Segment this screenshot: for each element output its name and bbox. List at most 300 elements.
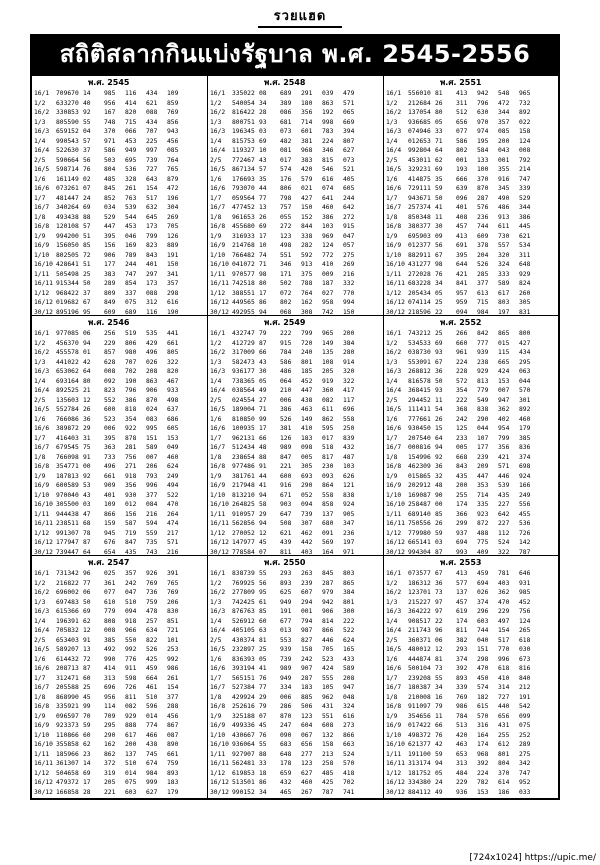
two-digit: 76 — [259, 731, 267, 739]
back-three-a: 287 — [322, 579, 334, 587]
draw-row — [210, 175, 381, 185]
draw-date: 16/3 — [210, 608, 226, 615]
two-digit: 76 — [435, 270, 443, 278]
front-three-b: 164 — [477, 731, 489, 739]
draw-date: 16/4 — [34, 147, 50, 154]
front-three-b: 782 — [477, 779, 489, 786]
draw-date: 1/7 — [386, 674, 398, 682]
first-prize: 742425 — [232, 598, 255, 606]
two-digit: 78 — [83, 529, 91, 537]
front-three-a: 229 — [104, 339, 116, 347]
front-three-b: 930 — [125, 491, 137, 499]
draw-date: 16/9 — [386, 482, 402, 489]
first-prize: 041072 — [232, 261, 255, 268]
first-prize: 137054 — [408, 109, 431, 116]
draw-date: 16/11 — [386, 520, 405, 527]
two-digit: 72 — [83, 655, 91, 663]
back-three-a: 197 — [498, 308, 510, 316]
draw-date: 16/8 — [386, 703, 402, 710]
back-three-b: 856 — [167, 118, 179, 126]
draw-row — [386, 222, 556, 232]
back-three-a: 200 — [498, 137, 510, 145]
back-three-a: 362 — [498, 406, 510, 413]
front-three-b: 263 — [301, 570, 313, 577]
draw-row — [386, 481, 556, 491]
back-three-a: 517 — [498, 636, 510, 644]
two-digit: 40 — [83, 99, 91, 107]
draw-row — [34, 693, 205, 703]
front-three-a: 804 — [104, 166, 116, 173]
draw-date: 1/10 — [386, 491, 402, 499]
back-three-a: 548 — [498, 90, 510, 97]
back-three-b: 705 — [167, 223, 179, 230]
front-three-a: 200 — [456, 482, 468, 489]
front-three-b: 918 — [125, 472, 137, 480]
draw-date: 1/9 — [210, 712, 222, 720]
first-prize: 257374 — [408, 204, 431, 211]
back-three-a: 523 — [322, 655, 334, 663]
front-three-a: 221 — [280, 463, 292, 470]
back-three-b: 702 — [343, 779, 355, 786]
two-digit: 98 — [259, 270, 267, 278]
draw-date: 1/12 — [210, 289, 226, 297]
back-three-a: 434 — [146, 90, 158, 97]
draw-row — [386, 232, 556, 242]
first-prize: 217948 — [232, 482, 255, 489]
draw-row — [34, 279, 205, 289]
back-three-b: 787 — [519, 548, 531, 556]
draw-row — [210, 655, 381, 665]
first-prize: 441022 — [56, 358, 79, 366]
back-three-a: 866 — [322, 627, 334, 634]
back-three-b: 661 — [167, 339, 179, 347]
back-three-b: 792 — [519, 156, 531, 164]
draw-results-list — [34, 569, 205, 797]
back-three-a: 186 — [498, 788, 510, 796]
two-digit: 69 — [259, 223, 267, 230]
front-three-b: 519 — [125, 330, 137, 337]
two-digit: 32 — [435, 472, 443, 480]
draw-row — [34, 617, 205, 627]
back-three-a: 770 — [498, 646, 510, 653]
front-three-a: 733 — [104, 453, 116, 461]
front-three-a: 408 — [456, 213, 468, 221]
back-three-b: 759 — [167, 760, 179, 767]
first-prize: 444874 — [408, 655, 431, 663]
two-digit: 30 — [435, 223, 443, 230]
front-three-a: 109 — [104, 501, 116, 508]
back-three-b: 347 — [343, 520, 355, 527]
two-digit: 50 — [83, 280, 91, 287]
front-three-a: 552 — [104, 396, 116, 404]
front-three-b: 744 — [477, 223, 489, 230]
back-three-b: 341 — [167, 270, 179, 278]
front-three-b: 885 — [301, 693, 313, 701]
front-three-b: 392 — [477, 760, 489, 767]
back-three-b: 893 — [167, 769, 179, 777]
back-three-a: 612 — [498, 741, 510, 748]
back-three-b: 637 — [167, 406, 179, 413]
back-three-a: 858 — [322, 501, 334, 508]
front-three-b: 980 — [125, 349, 137, 356]
back-three-a: 024 — [146, 406, 158, 413]
first-prize: 381761 — [232, 472, 255, 480]
two-digit: 50 — [435, 377, 443, 385]
front-three-b: 169 — [125, 242, 137, 249]
back-three-a: 865 — [498, 330, 510, 337]
front-three-b: 598 — [125, 674, 137, 682]
front-three-a: 610 — [104, 598, 116, 606]
front-three-a: 845 — [104, 185, 116, 192]
draw-date: 1/12 — [386, 529, 402, 537]
two-digit: 10 — [259, 147, 267, 154]
first-prize: 264825 — [232, 501, 255, 508]
first-prize: 185966 — [56, 750, 79, 758]
two-digit: 69 — [83, 608, 91, 615]
draw-row — [386, 579, 556, 589]
back-three-b: 621 — [519, 232, 531, 240]
front-three-b: 067 — [301, 731, 313, 739]
draw-row — [210, 702, 381, 712]
two-digit: 41 — [435, 204, 443, 211]
front-three-a: 694 — [456, 539, 468, 546]
first-prize: 766098 — [56, 453, 79, 461]
draw-row — [386, 548, 556, 557]
front-three-a: 299 — [456, 520, 468, 527]
back-three-a: 906 — [146, 387, 158, 394]
draw-date: 1/6 — [34, 655, 46, 663]
draw-date: 1/9 — [34, 472, 46, 480]
front-three-b: 357 — [125, 570, 137, 577]
two-digit: 55 — [435, 674, 443, 682]
newspaper-logo: รวยแฮด — [258, 8, 342, 28]
draw-row — [34, 137, 205, 147]
first-prize: 742518 — [232, 280, 255, 287]
back-three-a: 783 — [322, 128, 334, 135]
back-three-a: 643 — [146, 175, 158, 183]
front-three-a: 656 — [456, 118, 468, 126]
front-three-b: 968 — [477, 750, 489, 758]
two-digit: 86 — [259, 299, 267, 306]
draw-row — [386, 721, 556, 731]
back-three-b: 216 — [167, 548, 179, 556]
front-three-a: 295 — [104, 722, 116, 729]
front-three-b: 174 — [477, 741, 489, 748]
back-three-a: 996 — [498, 655, 510, 663]
back-three-b: 522 — [167, 491, 179, 499]
draw-row — [386, 386, 556, 396]
two-digit: 23 — [83, 750, 91, 758]
back-three-a: 356 — [498, 444, 510, 451]
front-three-b: 592 — [301, 251, 313, 259]
draw-date: 16/9 — [386, 242, 402, 249]
back-three-b: 867 — [167, 722, 179, 729]
back-three-b: 022 — [519, 118, 531, 126]
front-three-b: 209 — [477, 463, 489, 470]
two-digit: 66 — [435, 722, 443, 729]
first-prize: 238511 — [56, 520, 79, 527]
two-digit: 36 — [435, 368, 443, 375]
draw-date: 16/11 — [386, 280, 405, 287]
back-three-b: 952 — [519, 779, 531, 786]
draw-date: 16/6 — [386, 425, 402, 432]
two-digit: 55 — [259, 570, 267, 577]
front-three-b: 838 — [477, 406, 489, 413]
year-heading: พ.ศ. 2548 — [264, 78, 306, 87]
front-three-b: 775 — [477, 539, 489, 546]
draw-row — [34, 99, 205, 109]
front-three-b: 082 — [125, 703, 137, 710]
back-three-a: 026 — [146, 358, 158, 366]
front-three-a: 008 — [104, 627, 116, 634]
draw-row — [210, 759, 381, 769]
first-prize: 504658 — [56, 769, 79, 777]
two-digit: 85 — [435, 510, 443, 518]
back-three-a: 759 — [146, 598, 158, 606]
back-three-b: 770 — [343, 289, 355, 297]
first-prize: 430667 — [232, 731, 255, 739]
front-three-a: 949 — [280, 598, 292, 606]
front-three-a: 784 — [280, 349, 292, 356]
draw-date: 30/12 — [34, 788, 53, 796]
draw-date: 1/2 — [34, 579, 46, 587]
draw-date: 16/1 — [386, 90, 402, 97]
front-three-a: 421 — [456, 270, 468, 278]
year-heading: พ.ศ. 2550 — [264, 558, 306, 567]
draw-row — [34, 462, 205, 472]
front-three-a: 159 — [104, 520, 116, 527]
back-three-b: 047 — [343, 232, 355, 240]
front-three-a: 222 — [280, 330, 292, 337]
draw-row — [210, 194, 381, 204]
draw-row — [34, 308, 205, 317]
back-three-b: 087 — [167, 731, 179, 739]
back-three-a: 664 — [146, 674, 158, 682]
draw-date: 30/12 — [386, 788, 405, 796]
front-three-a: 205 — [104, 779, 116, 786]
first-prize: 614432 — [56, 655, 79, 663]
back-three-b: 889 — [167, 242, 179, 249]
two-digit: 33 — [435, 128, 443, 135]
draw-row — [386, 270, 556, 280]
two-digit: 71 — [259, 406, 267, 413]
front-three-a: 174 — [456, 501, 468, 508]
front-three-b: 185 — [301, 368, 313, 375]
back-three-a: 845 — [322, 570, 334, 577]
back-three-b: 467 — [167, 377, 179, 385]
back-three-b: 933 — [167, 387, 179, 394]
back-three-a: 074 — [322, 185, 334, 192]
front-three-a: 286 — [280, 703, 292, 710]
two-digit: 07 — [259, 548, 267, 556]
front-three-b: 695 — [125, 156, 137, 164]
draw-date: 16/3 — [34, 368, 50, 375]
back-three-b: 150 — [343, 308, 355, 316]
two-digit: 34 — [259, 788, 267, 796]
first-prize: 455578 — [56, 349, 79, 356]
first-prize: 380377 — [408, 223, 431, 230]
draw-results-list — [386, 569, 556, 797]
back-three-b: 249 — [167, 472, 179, 480]
back-three-a: 459 — [146, 665, 158, 672]
first-prize: 977085 — [56, 330, 79, 337]
draw-date: 1/11 — [386, 510, 402, 518]
first-prize: 553091 — [408, 358, 431, 366]
first-prize: 991307 — [56, 529, 79, 537]
front-three-b: 702 — [125, 368, 137, 375]
back-three-a: 084 — [146, 501, 158, 508]
draw-row — [34, 519, 205, 529]
two-digit: 71 — [435, 137, 443, 145]
draw-row — [210, 108, 381, 118]
back-three-a: 996 — [146, 482, 158, 489]
front-three-b: 693 — [301, 472, 313, 480]
front-three-b: 604 — [301, 722, 313, 729]
first-prize: 268812 — [408, 368, 431, 375]
draw-row — [210, 569, 381, 579]
first-prize: 816422 — [232, 109, 255, 116]
draw-row — [386, 740, 556, 750]
front-three-b: 152 — [301, 213, 313, 221]
draw-row — [210, 118, 381, 128]
two-digit: 13 — [259, 204, 267, 211]
back-three-a: 173 — [146, 280, 158, 287]
back-three-a: 524 — [498, 539, 510, 546]
draw-row — [210, 213, 381, 223]
back-three-a: 614 — [498, 779, 510, 786]
back-three-b: 049 — [167, 444, 179, 451]
back-three-b: 536 — [519, 520, 531, 527]
draw-row — [386, 519, 556, 529]
two-digit: 60 — [83, 674, 91, 682]
two-digit: 62 — [435, 156, 443, 164]
front-three-a: 395 — [456, 251, 468, 259]
draw-date: 16/7 — [386, 684, 402, 691]
front-three-a: 849 — [104, 299, 116, 306]
back-three-a: 297 — [146, 270, 158, 278]
draw-row — [34, 588, 205, 598]
draw-row — [210, 453, 381, 463]
draw-date: 1/4 — [386, 137, 398, 145]
two-digit: 26 — [83, 406, 91, 413]
back-three-b: 642 — [343, 204, 355, 211]
draw-results-list — [210, 89, 381, 316]
back-three-a: 595 — [322, 425, 334, 432]
first-prize: 216822 — [56, 579, 79, 587]
first-prize: 208713 — [56, 665, 79, 672]
front-three-a: 609 — [104, 308, 116, 316]
draw-date: 1/6 — [210, 415, 222, 423]
first-prize: 429924 — [232, 693, 255, 701]
front-three-a: 386 — [280, 406, 292, 413]
draw-row — [210, 424, 381, 434]
back-three-b: 616 — [343, 712, 355, 720]
back-three-a: 227 — [498, 501, 510, 508]
two-digit: 17 — [83, 779, 91, 786]
two-digit: 51 — [83, 232, 91, 240]
front-three-b: 316 — [477, 722, 489, 729]
front-three-b: 298 — [477, 655, 489, 663]
back-three-a: 017 — [322, 434, 334, 442]
front-three-a: 242 — [456, 415, 468, 423]
front-three-a: 659 — [280, 769, 292, 777]
front-three-a: 229 — [456, 779, 468, 786]
front-three-b: 878 — [125, 434, 137, 442]
back-three-a: 727 — [498, 693, 510, 701]
first-prize: 191100 — [408, 750, 431, 758]
front-three-a: 959 — [456, 299, 468, 306]
draw-row — [386, 203, 556, 213]
front-three-a: 986 — [456, 703, 468, 710]
draw-date: 16/2 — [210, 109, 226, 116]
front-three-a: 843 — [456, 463, 468, 470]
first-prize: 215227 — [408, 598, 431, 606]
first-prize: 479372 — [56, 779, 79, 786]
draw-date: 16/4 — [34, 627, 50, 634]
first-prize: 111411 — [408, 406, 431, 413]
front-three-b: 377 — [477, 280, 489, 287]
draw-date: 1/9 — [386, 472, 398, 480]
front-three-a: 465 — [280, 788, 292, 796]
front-three-b: 603 — [477, 617, 489, 625]
two-digit: 77 — [259, 194, 267, 202]
back-three-b: 101 — [167, 636, 179, 644]
front-three-b: 707 — [125, 358, 137, 366]
draw-date: 16/1 — [210, 90, 226, 97]
back-three-b: 124 — [519, 617, 531, 625]
two-digit: 71 — [259, 261, 267, 268]
front-three-b: 374 — [477, 598, 489, 606]
year-panel — [32, 556, 208, 798]
draw-results-list — [34, 329, 205, 556]
back-three-a: 555 — [322, 674, 334, 682]
front-three-b: 714 — [301, 118, 313, 126]
first-prize: 492955 — [232, 308, 255, 316]
back-three-b: 154 — [167, 684, 179, 691]
back-three-b: 377 — [167, 693, 179, 701]
back-three-a: 621 — [146, 99, 158, 107]
draw-date: 16/1 — [386, 330, 402, 337]
back-three-a: 431 — [498, 722, 510, 729]
two-digit: 48 — [259, 444, 267, 451]
first-prize: 772467 — [232, 156, 255, 164]
two-digit: 99 — [259, 415, 267, 423]
draw-row — [386, 491, 556, 501]
draw-row — [210, 270, 381, 280]
back-three-a: 870 — [146, 396, 158, 404]
first-prize: 449565 — [232, 299, 255, 306]
back-three-b: 075 — [519, 722, 531, 729]
draw-row — [386, 674, 556, 684]
back-three-b: 836 — [519, 444, 531, 451]
front-three-b: 012 — [125, 501, 137, 508]
back-three-a: 424 — [498, 368, 510, 375]
front-three-a: 006 — [104, 425, 116, 432]
draw-date: 2/5 — [34, 636, 46, 644]
draw-row — [386, 712, 556, 722]
back-three-b: 673 — [519, 655, 531, 663]
front-three-b: 939 — [477, 349, 489, 356]
draw-date: 16/6 — [210, 185, 226, 192]
back-three-b: 357 — [167, 280, 179, 287]
back-three-b: 008 — [519, 147, 531, 154]
two-digit: 94 — [259, 491, 267, 499]
back-three-a: 410 — [498, 674, 510, 682]
draw-date: 16/11 — [210, 520, 229, 527]
front-three-a: 090 — [280, 731, 292, 739]
draw-row — [386, 607, 556, 617]
front-three-b: 282 — [301, 242, 313, 249]
